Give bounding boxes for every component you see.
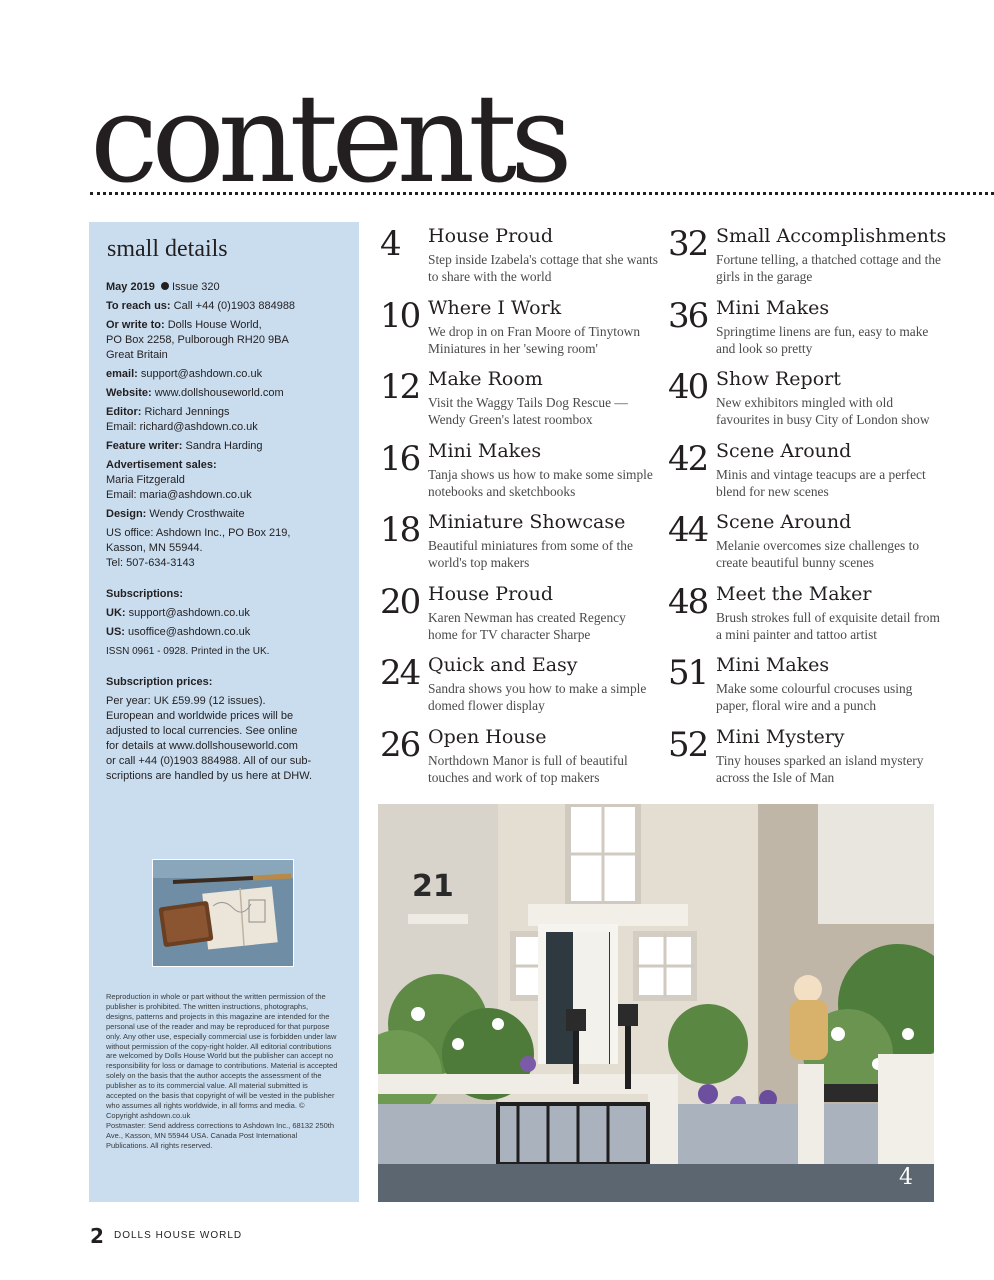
- page-number: 51: [668, 653, 708, 693]
- contents-entry[interactable]: [380, 440, 655, 500]
- article-title: Meet the Maker: [716, 583, 872, 605]
- article-description: Karen Newman has created Regency home for TV character Sharpe: [428, 610, 626, 642]
- dolls-house-photo: [378, 804, 934, 1202]
- article-title: Scene Around: [716, 511, 852, 533]
- page-number: 44: [668, 510, 708, 550]
- contents-entry[interactable]: [668, 440, 943, 500]
- article-description: Melanie overcomes size challenges to create beautiful bunny scenes: [716, 538, 920, 570]
- ad-sales-block: Advertisement sales: Maria Fitzgerald Email: maria@ashdown.co.uk: [106, 459, 252, 501]
- article-description: Step inside Izabela's cottage that she wants to share with the world: [428, 252, 658, 284]
- email-line: email: support@ashdown.co.uk: [106, 368, 263, 380]
- article-description: Northdown Manor is full of beautiful touches and work of top makers: [428, 753, 628, 785]
- page-number: 48: [668, 582, 708, 622]
- issn-line: ISSN 0961 - 0928. Printed in the UK.: [106, 646, 270, 657]
- prices-text: Per year: UK £59.99 (12 issues). European and worldwide prices will be adjusted to local currencies. See online for details at www.dollshouseworld.com or call +44 (0)1903 884988. All of our sub- scriptions are handled by us here at DHW.: [106, 695, 313, 782]
- folio-page-number: 2: [90, 1224, 104, 1248]
- contents-entry[interactable]: [668, 654, 943, 714]
- article-title: House Proud: [428, 225, 553, 247]
- article-title: Show Report: [716, 368, 841, 390]
- cottage-illustration: [378, 804, 934, 1202]
- sidebar-title: small details: [107, 236, 228, 262]
- page-number: 20: [380, 582, 420, 622]
- article-title: Mini Makes: [716, 297, 830, 319]
- photo-page-ref: 4: [899, 1165, 913, 1190]
- contents-entry[interactable]: [380, 368, 655, 428]
- feature-writer-line: Feature writer: Sandra Harding: [106, 440, 263, 452]
- contents-entry[interactable]: [380, 583, 655, 643]
- issue-line: May 2019 Issue 320: [106, 281, 220, 293]
- page-number: 4: [380, 224, 400, 264]
- page-number: 16: [380, 439, 420, 479]
- house-number: 21: [412, 869, 454, 904]
- article-description: Fortune telling, a thatched cottage and the girls in the garage: [716, 252, 941, 284]
- contents-entry[interactable]: [668, 583, 943, 643]
- us-office-block: US office: Ashdown Inc., PO Box 219, Kasson, MN 55944. Tel: 507-634-3143: [106, 527, 291, 569]
- page-number: 26: [380, 725, 420, 765]
- page-number: 32: [668, 224, 708, 264]
- page-number: 52: [668, 725, 708, 765]
- article-description: Tiny houses sparked an island mystery across the Isle of Man: [716, 753, 924, 785]
- prices-heading: Subscription prices:: [106, 676, 213, 688]
- us-subs-line: US: usoffice@ashdown.co.uk: [106, 626, 251, 638]
- article-title: Miniature Showcase: [428, 511, 626, 533]
- page-number: 18: [380, 510, 420, 550]
- article-description: Make some colourful crocuses using paper, floral wire and a punch: [716, 681, 913, 713]
- contents-entry[interactable]: [668, 297, 943, 357]
- article-title: Scene Around: [716, 440, 852, 462]
- legal-notice: [106, 992, 338, 1151]
- page-number: 12: [380, 367, 420, 407]
- website-line: Website: www.dollshouseworld.com: [106, 387, 284, 399]
- article-description: Springtime linens are fun, easy to make and look so pretty: [716, 324, 929, 356]
- reach-line: To reach us: Call +44 (0)1903 884988: [106, 300, 296, 312]
- page-number: 36: [668, 296, 708, 336]
- contents-entry[interactable]: [380, 224, 658, 285]
- contents-entry[interactable]: [668, 726, 943, 786]
- article-description: Beautiful miniatures from some of the world's top makers: [428, 538, 633, 570]
- subscriptions-heading: Subscriptions:: [106, 588, 184, 600]
- contents-entry[interactable]: [668, 368, 943, 428]
- article-description: Tanja shows us how to make some simple notebooks and sketchbooks: [428, 467, 653, 499]
- article-title: Make Room: [428, 368, 543, 390]
- article-title: Mini Makes: [428, 440, 542, 462]
- copyright-text: Reproduction in whole or part without the written permission of the publisher is prohibited. The written instructions, photographs, designs, patterns and projects in this magazine are intended for the personal use of the reader and may be reproduced for that purpose only. Any other use, especially commercial use is forbidden under law without permission of the copy-right holder. All editorial contributions are welcomed by Dolls House World but the publisher can accept no responsibility for loss or damage to contributions. Material is accepted solely on the basis that the author accepts the assessment of the publisher as to its commercial value. All material submitted is accepted on the basis that copyright of will be vested in the publisher who assumes all rights worldwide, in all forms and media. © Copyright ashdown.co.uk: [106, 992, 338, 1120]
- article-title: House Proud: [428, 583, 553, 605]
- contents-entry[interactable]: [380, 511, 655, 571]
- article-description: Sandra shows you how to make a simple domed flower display: [428, 681, 647, 713]
- article-title: Mini Mystery: [716, 726, 845, 748]
- contents-entry[interactable]: [380, 654, 655, 714]
- folio-magazine-name: DOLLS HOUSE WORLD: [114, 1230, 243, 1241]
- postmaster-text: Postmaster: Send address corrections to Ashdown Inc., 68132 250th Ave., Kasson, MN 55944 USA. Canada Post International Publications. All rights reserved.: [106, 1120, 335, 1150]
- page-number: 42: [668, 439, 708, 479]
- article-title: Small Accomplishments: [716, 225, 947, 247]
- contents-entry[interactable]: [380, 726, 655, 786]
- bullet-icon: [161, 282, 169, 290]
- article-description: Minis and vintage teacups are a perfect blend for new scenes: [716, 467, 926, 499]
- page-number: 40: [668, 367, 708, 407]
- article-description: Brush strokes full of exquisite detail from a mini painter and tattoo artist: [716, 610, 940, 642]
- sketchbook-photo: [152, 859, 294, 967]
- editor-line: Editor: Richard Jennings Email: richard@ashdown.co.uk: [106, 406, 258, 433]
- article-description: New exhibitors mingled with old favourites in busy City of London show: [716, 395, 930, 427]
- contents-entry[interactable]: [668, 511, 943, 571]
- article-description: Visit the Waggy Tails Dog Rescue — Wendy Green's latest roombox: [428, 395, 628, 427]
- article-title: Where I Work: [428, 297, 562, 319]
- contents-entry[interactable]: [380, 297, 655, 357]
- article-title: Open House: [428, 726, 547, 748]
- page-number: 24: [380, 653, 420, 693]
- address-block: Or write to: Dolls House World, PO Box 2258, Pulborough RH20 9BA Great Britain: [106, 319, 289, 361]
- design-line: Design: Wendy Crosthwaite: [106, 508, 245, 520]
- uk-subs-line: UK: support@ashdown.co.uk: [106, 607, 250, 619]
- page-title: contents: [90, 68, 566, 210]
- sketchbook-illustration: [153, 860, 293, 966]
- page-number: 10: [380, 296, 420, 336]
- small-details-sidebar: [89, 222, 359, 1202]
- contents-entry[interactable]: [668, 224, 947, 285]
- article-description: We drop in on Fran Moore of Tinytown Miniatures in her 'sewing room': [428, 324, 641, 356]
- article-title: Quick and Easy: [428, 654, 578, 676]
- article-title: Mini Makes: [716, 654, 830, 676]
- dotted-divider: [90, 192, 994, 195]
- publication-details: [106, 280, 348, 788]
